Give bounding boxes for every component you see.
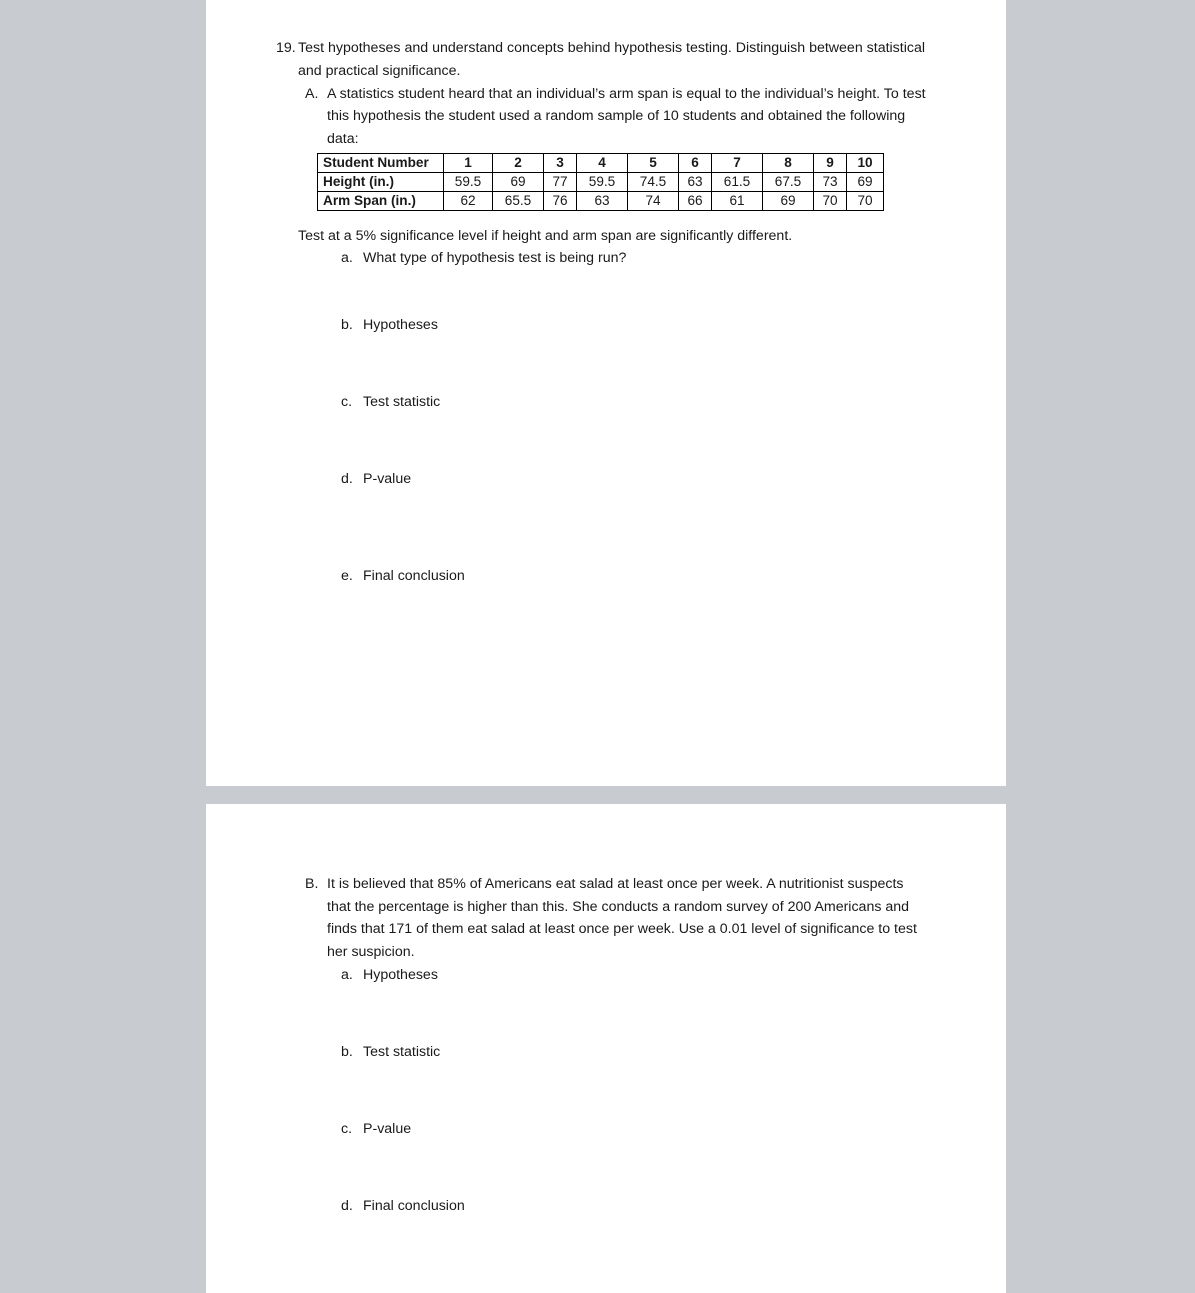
part-a-text-1: A statistics student heard that an individual’s arm span is equal to the individual’s height. To test — [327, 86, 926, 102]
table-cell: 69 — [847, 173, 884, 192]
table-cell: 61.5 — [712, 173, 763, 192]
question-line-1 — [276, 39, 925, 57]
part-a-instruction: Test at a 5% significance level if height and arm span are significantly different. — [298, 228, 793, 244]
part-a-item-c — [341, 393, 440, 411]
table-cell: 69 — [763, 192, 814, 211]
part-b-text-1: It is believed that 85% of Americans eat salad at least once per week. A nutritionist suspects — [327, 876, 904, 892]
item-label: a. — [341, 967, 353, 983]
part-a-item-a — [341, 249, 626, 267]
part-a-item-e — [341, 567, 465, 585]
part-a-label: A. — [305, 86, 319, 102]
item-label: d. — [341, 1198, 353, 1214]
table-cell: 76 — [544, 192, 577, 211]
table-cell: 66 — [679, 192, 712, 211]
table-cell: 70 — [814, 192, 847, 211]
part-b-text-3: finds that 171 of them eat salad at least once per week. Use a 0.01 level of significance to test — [327, 921, 917, 937]
part-b-item-a — [341, 966, 438, 984]
part-a-item-b — [341, 316, 438, 334]
item-label: c. — [341, 1121, 353, 1137]
item-text: Test statistic — [363, 1044, 441, 1060]
row-header: Height (in.) — [318, 173, 444, 192]
table-cell: 8 — [763, 154, 814, 173]
table-cell: 1 — [444, 154, 493, 173]
part-b-item-c — [341, 1120, 411, 1138]
document-page-1 — [206, 0, 1006, 786]
item-label: c. — [341, 394, 353, 410]
table-cell: 65.5 — [493, 192, 544, 211]
table-row-height — [318, 173, 884, 192]
table-cell: 63 — [679, 173, 712, 192]
item-label: e. — [341, 568, 353, 584]
item-text: What type of hypothesis test is being run? — [363, 250, 627, 266]
part-b-item-b — [341, 1043, 440, 1061]
question-text-1: Test hypotheses and understand concepts behind hypothesis testing. Distinguish between statistical — [298, 40, 925, 56]
table-cell: 70 — [847, 192, 884, 211]
item-text: Test statistic — [363, 394, 441, 410]
table-cell: 77 — [544, 173, 577, 192]
table-row-student-number — [318, 154, 884, 173]
table-cell: 6 — [679, 154, 712, 173]
item-label: d. — [341, 471, 353, 487]
table-cell: 73 — [814, 173, 847, 192]
item-text: Hypotheses — [363, 317, 438, 333]
document-page-2 — [206, 804, 1006, 1293]
part-a-item-d — [341, 470, 411, 488]
part-b-text-4: her suspicion. — [327, 944, 415, 960]
table-cell: 74 — [628, 192, 679, 211]
table-cell: 74.5 — [628, 173, 679, 192]
item-text: Hypotheses — [363, 967, 438, 983]
table-cell: 69 — [493, 173, 544, 192]
table-cell: 3 — [544, 154, 577, 173]
part-a-line-1 — [305, 85, 926, 103]
row-header: Student Number — [318, 154, 444, 173]
question-text-2: and practical significance. — [298, 63, 461, 79]
item-label: a. — [341, 250, 353, 266]
table-cell: 61 — [712, 192, 763, 211]
part-b-text-2: that the percentage is higher than this. She conducts a random survey of 200 Americans and — [327, 899, 910, 915]
table-cell: 7 — [712, 154, 763, 173]
part-b-label: B. — [305, 876, 319, 892]
item-text: P-value — [363, 471, 412, 487]
table-cell: 5 — [628, 154, 679, 173]
table-cell: 10 — [847, 154, 884, 173]
data-table — [317, 153, 884, 211]
item-label: b. — [341, 317, 353, 333]
table-cell: 59.5 — [444, 173, 493, 192]
table-cell: 4 — [577, 154, 628, 173]
item-text: Final conclusion — [363, 1198, 465, 1214]
table-row-arm-span — [318, 192, 884, 211]
item-text: Final conclusion — [363, 568, 465, 584]
table-cell: 59.5 — [577, 173, 628, 192]
part-a-text-3: data: — [327, 131, 359, 147]
item-label: b. — [341, 1044, 353, 1060]
row-header: Arm Span (in.) — [318, 192, 444, 211]
table-cell: 67.5 — [763, 173, 814, 192]
part-b-item-d — [341, 1197, 465, 1215]
part-a-text-2: this hypothesis the student used a random sample of 10 students and obtained the following — [327, 108, 906, 124]
table-cell: 2 — [493, 154, 544, 173]
part-b-line-1 — [305, 875, 904, 893]
question-number: 19. — [276, 40, 296, 56]
table-cell: 9 — [814, 154, 847, 173]
table-cell: 63 — [577, 192, 628, 211]
table-cell: 62 — [444, 192, 493, 211]
item-text: P-value — [363, 1121, 412, 1137]
